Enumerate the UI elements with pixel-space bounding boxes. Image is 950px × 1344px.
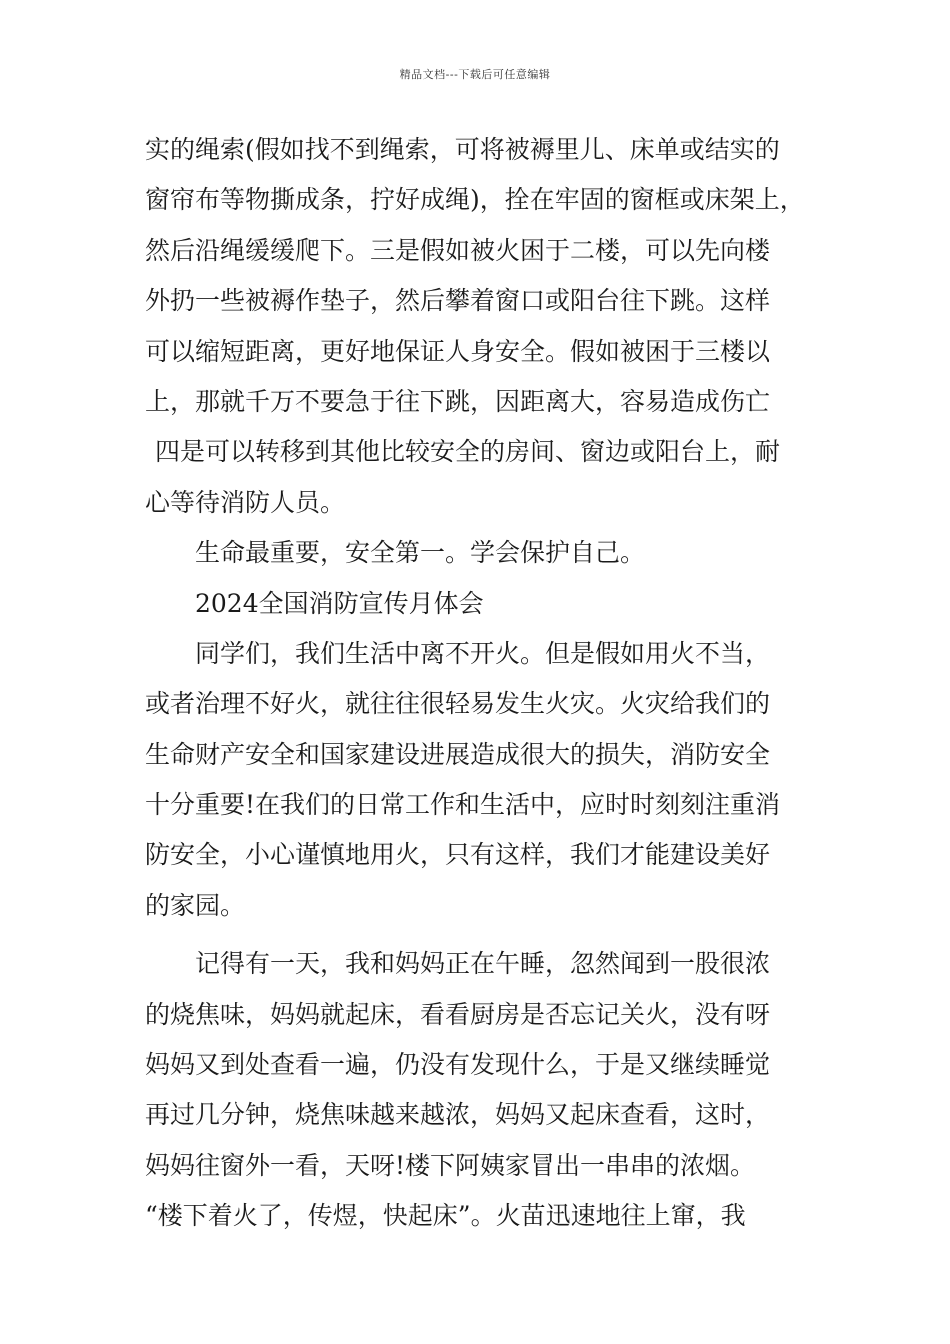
- section-title: 2024全国消防宣传月体会: [195, 588, 484, 618]
- text-line: 可以缩短距离，更好地保证人身安全。假如被困于三楼以: [145, 336, 771, 366]
- text-line: 妈妈又到处查看一遍，仍没有发现什么，于是又继续睡觉: [145, 1050, 771, 1080]
- text-line: 心等待消防人员。: [145, 487, 346, 517]
- text-line: 的家园。: [145, 890, 246, 920]
- document-body: [145, 125, 820, 1242]
- text-line: 生命财产安全和国家建设进展造成很大的损失，消防安全: [145, 739, 771, 769]
- text-line: 再过几分钟，烧焦味越来越浓，妈妈又起床查看，这时，: [145, 1100, 771, 1130]
- text-line: 十分重要!在我们的日常工作和生活中，应时时刻刻注重消: [145, 790, 781, 820]
- text-line: 记得有一天，我和妈妈正在午睡，忽然闻到一股很浓: [195, 949, 771, 979]
- text-line: 上，那就千万不要急于往下跳，因距离大，容易造成伤亡: [145, 386, 771, 416]
- text-line: 或者治理不好火，就往往很轻易发生火灾。火灾给我们的: [145, 689, 771, 719]
- text-line: 防安全，小心谨慎地用火，只有这样，我们才能建设美好: [145, 840, 771, 870]
- paragraph-gap: [145, 931, 820, 939]
- text-line: 妈妈往窗外一看，天呀!楼下阿姨家冒出一串串的浓烟。: [145, 1150, 756, 1180]
- text-line: 的烧焦味，妈妈就起床，看看厨房是否忘记关火，没有呀: [145, 999, 771, 1029]
- paragraph-safety: 生命最重要，安全第一。学会保护自己。: [195, 538, 646, 568]
- text-line: 外扔一些被褥作垫子，然后攀着窗口或阳台往下跳。这样: [145, 286, 771, 316]
- text-line: 窗帘布等物撕成条，拧好成绳)，拴在牢固的窗框或床架上，: [145, 185, 805, 215]
- text-line: 四是可以转移到其他比较安全的房间、窗边或阳台上，耐: [155, 437, 781, 467]
- text-line: 然后沿绳缓缓爬下。三是假如被火困于二楼，可以先向楼: [145, 235, 771, 265]
- text-line: “楼下着火了，传煜，快起床”。火苗迅速地往上窜，我: [145, 1201, 746, 1231]
- text-line: 同学们，我们生活中离不开火。但是假如用火不当，: [195, 638, 771, 668]
- text-line: 实的绳索(假如找不到绳索，可将被褥里儿、床单或结实的: [145, 135, 780, 164]
- page-header: 精品文档---下载后可任意编辑: [399, 68, 551, 81]
